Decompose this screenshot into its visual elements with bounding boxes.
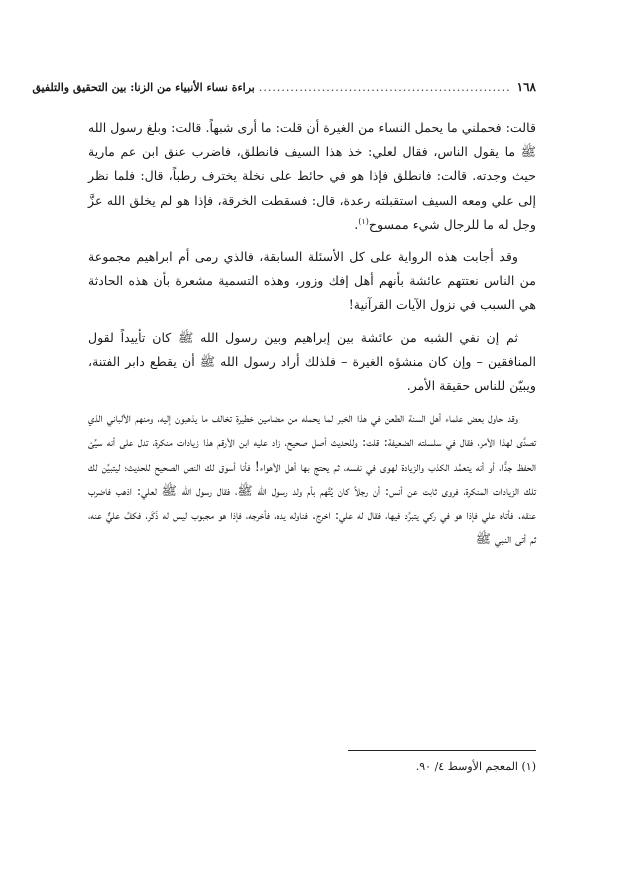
paragraph-1-text: قالت: فحملني ما يحمل النساء من الغيرة أن قلت: ما أرى شبهاً. قالت: وبلغ رسول الله ﷺ ما يقول الناس، فقال لعلي: خذ هذا السيف فانطلق، فاضرب عنق ابن عم مارية حيث وجدته. قالت: فانطلق فإذا هو في حائط على نخلة يخترف رطباً، قال: فلما نظر إلى علي ومعه السيف استقبلته رعدة، قال: فسقطت الخرقة، فإذا هو لم يخلق الله عزَّ وجل له ما للرجال شيء ممسوح [88, 120, 536, 232]
page-number: ١٦٨ [516, 80, 536, 94]
footnote: (١) المعجم الأوسط ٤/ ٩٠. [415, 760, 536, 773]
paragraph-1-end: . [354, 216, 359, 232]
footnote-separator [348, 750, 536, 751]
running-header [32, 80, 536, 100]
paragraph-2: وقد أجابت هذه الرواية على كل الأسئلة السابقة، فالذي رمى أم ابراهيم مجموعة من الناس نعتتهم عائشة بأنهم أهل إفك وزور، وهذه التسمية مشعرة بأن هذه الحادثة هي السبب في نزول الآيات القرآنية! [88, 249, 536, 313]
footnote-reference[interactable]: (١) [358, 216, 369, 226]
paragraph-4: وقد حاول بعض علماء أهل السنة الطعن في هذا الخبر لما يحمله من مضامين خطيرة تخالف ما يذهبون إليه، ومنهم الألباني الذي تصدَّى لهذا الأمر، فقال في سلسلته الضعيفة: قلت: وللحديث أصل صحيح، زاد عليه ابن الأرقم هذا زيادات منكرة، تدل على أنه سيِّئ الحفظ جدًّا، أو أنه يتعمَّد الكذب والزيادة لهوى في نفسه، ثم يحتج بها أهل الأهواء! فأنا أسوق لك النص الصحيح للحديث؛ ليتبيَّن لك تلك الزيادات المنكرة، فروى ثابت عن أنس: أن رجلاً كان يُتَّهم بأم ولد رسول الله ﷺ، فقال رسول الله ﷺ لعلي: اذهب فاضرب عنقه. فأتاه علي فإذا هو في ركي يتبرَّد فيها، فقال له علي: اخرج. فناوله يده، فأخرجه، فإذا هو مجبوب ليس له ذَكَر، فكفَّ عليٌّ عنه، ثم أتى النبي ﷺ [88, 410, 536, 547]
paragraph-1 [88, 116, 536, 237]
header-leader-dots: ........................................................ [258, 81, 511, 94]
paragraph-3: ثم إن نفي الشبه من عائشة بين إبراهيم وبين رسول الله ﷺ كان تأييداً لقول المنافقين – وإن كان منشؤه الغيرة – فلذلك أراد رسول الله ﷺ أن يقطع دابر الفتنة، ويبيّن للناس حقيقة الأمر. [88, 329, 536, 394]
main-text [88, 116, 536, 559]
book-title: براءة نساء الأنبياء من الزنا: بين التحقيق والتلفيق [32, 81, 255, 94]
